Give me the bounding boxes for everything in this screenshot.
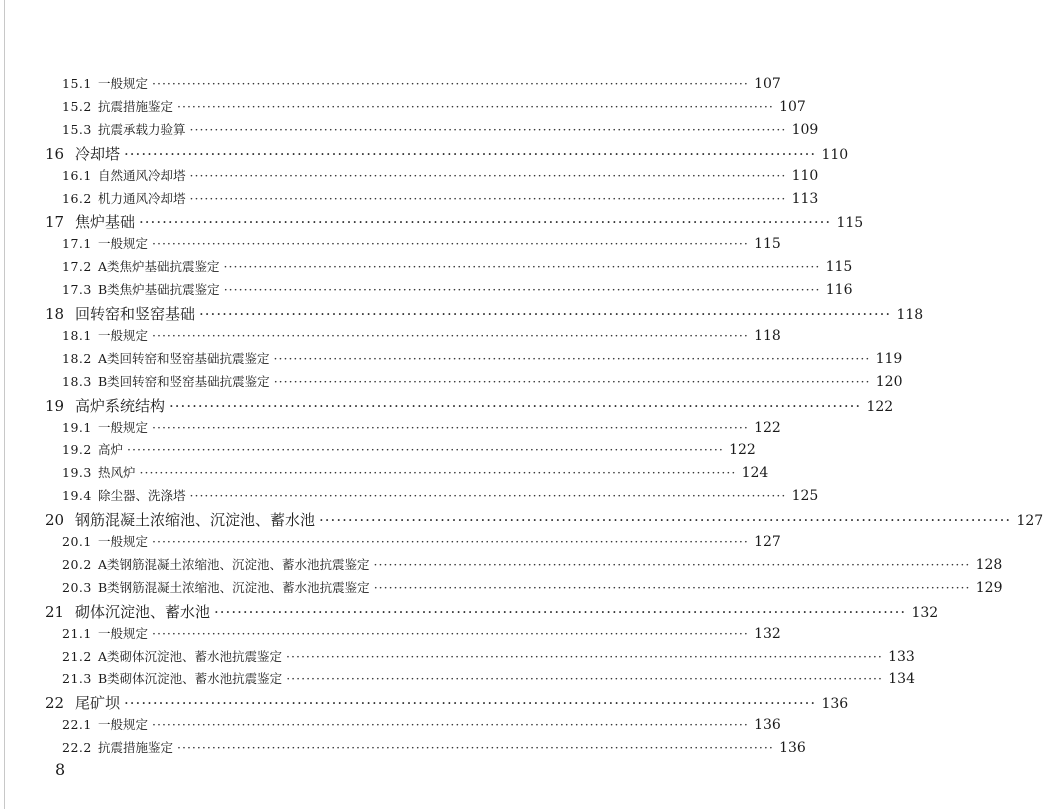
toc-entry-title: A类钢筋混凝土浓缩池、沉淀池、蓄水池抗震鉴定: [98, 556, 370, 572]
toc-entry-page: 124: [741, 465, 769, 482]
toc-leader-dots: ························································································································: [189, 167, 787, 183]
toc-leader-dots: ························································································································: [152, 717, 749, 733]
toc-section-entry: [0, 486, 819, 508]
toc-entry-number: 20.2: [62, 556, 92, 572]
toc-section-entry: [0, 189, 819, 211]
toc-entry-number: 16.2: [62, 190, 92, 206]
toc-entry-page: 115: [836, 215, 864, 232]
toc-section-entry: [0, 257, 853, 279]
toc-entry-number: 17: [45, 213, 65, 232]
toc-entry-page: 120: [875, 373, 903, 390]
toc-leader-dots: ························································································································: [286, 648, 883, 664]
toc-entry-number: 15.1: [62, 76, 92, 91]
toc-entry-page: 109: [791, 121, 819, 138]
toc-leader-dots: ························································································································: [152, 76, 749, 91]
toc-entry-page: 125: [791, 488, 819, 505]
toc-entry-number: 15.3: [62, 121, 92, 137]
toc-entry-title: 钢筋混凝土浓缩池、沉淀池、蓄水池: [75, 511, 316, 530]
toc-entry-title: 除尘器、洗涤塔: [98, 488, 186, 504]
toc-section-entry: [0, 647, 915, 669]
toc-section-entry: [0, 532, 781, 554]
toc-entry-number: 21.1: [62, 625, 92, 641]
toc-entry-page: 136: [779, 740, 806, 757]
toc-entry-number: 19.4: [62, 488, 92, 504]
toc-section-entry: [0, 738, 806, 760]
toc-chapter-entry: [0, 395, 894, 417]
toc-leader-dots: ························································································································: [319, 511, 1012, 530]
toc-leader-dots: ························································································································: [223, 282, 821, 298]
toc-entry-number: 20.3: [62, 579, 92, 595]
toc-leader-dots: ························································································································: [214, 602, 907, 621]
toc-entry-number: 22.2: [62, 740, 92, 756]
toc-leader-dots: ························································································································: [286, 671, 883, 687]
toc-section-entry: [0, 74, 781, 96]
toc-entry-title: 一般规定: [98, 625, 149, 641]
toc-section-entry: [0, 440, 756, 462]
toc-entry-title: A类回转窑和竖窑基础抗震鉴定: [98, 350, 270, 366]
toc-section-entry: [0, 578, 1003, 600]
toc-chapter-entry: [0, 211, 864, 233]
toc-entry-number: 21: [45, 602, 65, 621]
toc-entry-title: A类砌体沉淀池、蓄水池抗震鉴定: [98, 648, 283, 664]
toc-entry-number: 17.1: [62, 236, 92, 252]
toc-entry-number: 18.2: [62, 350, 92, 366]
toc-chapter-entry: [0, 692, 849, 714]
toc-entry-title: 高炉: [98, 442, 124, 458]
toc-entry-number: 19: [45, 396, 65, 415]
toc-entry-number: 17.2: [62, 259, 92, 275]
toc-entry-title: 抗震承载力验算: [98, 121, 186, 137]
toc-entry-title: 一般规定: [98, 236, 149, 252]
toc-entry-title: 焦炉基础: [75, 213, 136, 232]
toc-leader-dots: ························································································································: [373, 579, 971, 595]
toc-entry-title: 热风炉: [98, 465, 136, 481]
toc-section-entry: [0, 463, 769, 485]
toc-entry-page: 129: [975, 579, 1003, 596]
toc-leader-dots: ························································································································: [152, 419, 749, 435]
toc-entry-number: 17.3: [62, 282, 92, 298]
toc-entry-page: 122: [754, 419, 781, 436]
toc-leader-dots: ························································································································: [177, 740, 774, 756]
toc-entry-page: 133: [888, 648, 915, 665]
toc-entry-page: 107: [779, 98, 806, 115]
toc-entry-page: 113: [791, 190, 819, 207]
toc-entry-page: 127: [1016, 513, 1043, 530]
toc-entry-title: B类砌体沉淀池、蓄水池抗震鉴定: [98, 671, 283, 687]
toc-entry-number: 18: [45, 305, 65, 323]
toc-entry-page: 119: [875, 350, 903, 367]
toc-leader-dots: ························································································································: [124, 144, 817, 163]
toc-entry-title: 回转窑和竖窑基础: [75, 305, 196, 323]
toc-section-entry: [0, 280, 853, 302]
toc-leader-dots: ························································································································: [152, 236, 749, 252]
toc-leader-dots: ························································································································: [152, 625, 749, 641]
toc-leader-dots: ························································································································: [169, 396, 862, 415]
toc-entry-page: 127: [754, 534, 781, 550]
toc-entry-title: 机力通风冷却塔: [98, 190, 186, 206]
toc-entry-title: 抗震措施鉴定: [98, 98, 174, 114]
toc-section-entry: [0, 349, 903, 371]
toc-leader-dots: ························································································································: [273, 350, 871, 366]
toc-entry-number: 18.3: [62, 373, 92, 389]
toc-leader-dots: ························································································································: [189, 121, 787, 137]
toc-section-entry: [0, 234, 781, 256]
toc-leader-dots: ························································································································: [273, 373, 871, 389]
toc-entry-page: 116: [825, 282, 853, 299]
toc-entry-number: 18.1: [62, 327, 92, 343]
toc-entry-page: 122: [866, 398, 894, 415]
toc-entry-number: 22.1: [62, 717, 92, 733]
toc-section-entry: [0, 166, 819, 188]
toc-entry-title: 抗震措施鉴定: [98, 740, 174, 756]
toc-entry-title: 自然通风冷却塔: [98, 167, 186, 183]
toc-leader-dots: ························································································································: [152, 327, 749, 343]
toc-entry-page: 118: [754, 327, 781, 344]
toc-leader-dots: ························································································································: [177, 98, 774, 114]
toc-entry-number: 22: [45, 694, 65, 713]
toc-chapter-entry: [0, 509, 1043, 531]
toc-entry-number: 21.2: [62, 648, 92, 664]
toc-leader-dots: ························································································································: [152, 534, 749, 549]
toc-entry-title: 一般规定: [98, 76, 149, 91]
toc-section-entry: [0, 97, 806, 119]
toc-entry-title: 尾矿坝: [75, 694, 121, 713]
toc-entry-number: 19.2: [62, 442, 92, 458]
toc-section-entry: [0, 372, 903, 394]
toc-entry-title: 一般规定: [98, 327, 149, 343]
toc-entry-page: 122: [729, 442, 756, 459]
toc-leader-dots: ························································································································: [189, 190, 787, 206]
toc-section-entry: [0, 624, 781, 646]
toc-entry-page: 115: [825, 259, 853, 276]
toc-entry-page: 110: [821, 146, 849, 163]
toc-entry-title: A类焦炉基础抗震鉴定: [98, 259, 220, 275]
toc-entry-page: 128: [975, 556, 1003, 573]
toc-entry-page: 110: [791, 167, 819, 184]
toc-entry-number: 20.1: [62, 534, 92, 549]
toc-section-entry: [0, 715, 781, 737]
toc-entry-page: 118: [896, 307, 924, 323]
toc-entry-title: 一般规定: [98, 717, 149, 733]
toc-entry-number: 15.2: [62, 98, 92, 114]
toc-section-entry: [0, 418, 781, 440]
toc-entry-number: 16: [45, 144, 65, 163]
toc-entry-title: 一般规定: [98, 419, 149, 435]
toc-section-entry: [0, 669, 915, 691]
toc-leader-dots: ························································································································: [127, 442, 724, 458]
toc-entry-number: 21.3: [62, 671, 92, 687]
toc-leader-dots: ························································································································: [124, 694, 817, 713]
toc-section-entry: [0, 555, 1003, 577]
toc-section-entry: [0, 120, 819, 142]
toc-entry-page: 136: [754, 717, 781, 734]
toc-entry-title: B类焦炉基础抗震鉴定: [98, 282, 220, 298]
page-number: 8: [55, 760, 66, 779]
toc-chapter-entry: [0, 601, 939, 623]
toc-entry-page: 136: [821, 696, 849, 713]
toc-leader-dots: ························································································································: [139, 213, 832, 232]
toc-chapter-entry: [0, 143, 849, 165]
toc-section-entry: [0, 326, 781, 348]
toc-entry-page: 132: [754, 625, 781, 642]
toc-entry-number: 16.1: [62, 167, 92, 183]
toc-entry-title: 一般规定: [98, 534, 149, 549]
toc-leader-dots: ························································································································: [223, 259, 821, 275]
toc-entry-title: B类回转窑和竖窑基础抗震鉴定: [98, 373, 270, 389]
toc-leader-dots: ························································································································: [199, 305, 892, 323]
toc-entry-page: 132: [911, 604, 939, 621]
toc-leader-dots: ························································································································: [373, 556, 971, 572]
toc-entry-number: 19.3: [62, 465, 92, 481]
toc-entry-number: 20: [45, 511, 65, 530]
toc-entry-number: 19.1: [62, 419, 92, 435]
toc-entry-title: 砌体沉淀池、蓄水池: [75, 602, 211, 621]
toc-entry-page: 134: [888, 671, 915, 688]
toc-entry-title: B类钢筋混凝土浓缩池、沉淀池、蓄水池抗震鉴定: [98, 579, 370, 595]
toc-entry-page: 107: [754, 76, 781, 92]
toc-entry-title: 冷却塔: [75, 144, 121, 163]
toc-entry-page: 115: [754, 236, 781, 253]
toc-leader-dots: ························································································································: [189, 488, 787, 504]
toc-leader-dots: ························································································································: [139, 465, 737, 481]
toc-chapter-entry: [0, 303, 924, 325]
toc-entry-title: 高炉系统结构: [75, 396, 166, 415]
